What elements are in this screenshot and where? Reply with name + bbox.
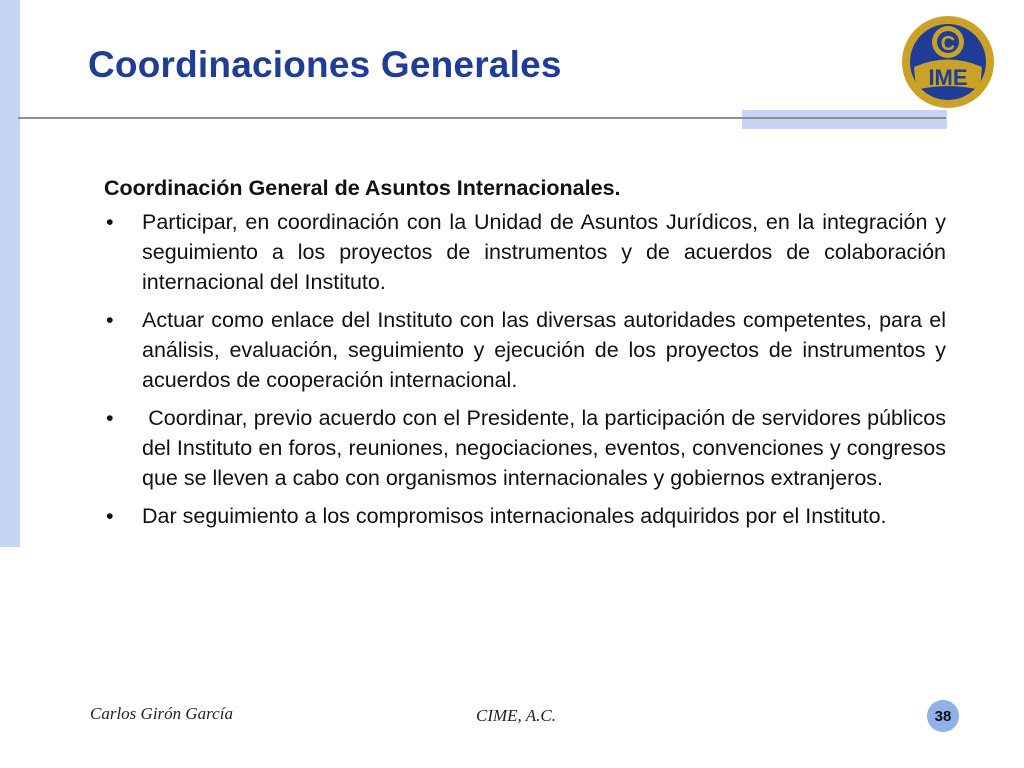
svg-text:C: C (940, 33, 956, 55)
title-rule-accent (742, 110, 947, 129)
page-number-badge (927, 700, 959, 732)
footer-author: Carlos Girón García (90, 704, 233, 723)
bullet-list (104, 207, 952, 531)
slide-body (104, 173, 952, 539)
bullet-text: Actuar como enlace del Instituto con las diversas autoridades competentes, para el análisis, evaluación, seguimiento y ejecución de los proyectos de instrumentos y acuerdos de cooperación internacional. (142, 308, 946, 392)
bullet-marker: • (106, 504, 114, 528)
bullet-item (104, 403, 952, 493)
bullet-marker: • (106, 308, 114, 332)
bullet-marker: • (106, 406, 114, 430)
slide-title: Coordinaciones Generales (88, 44, 562, 85)
bullet-text: Coordinar, previo acuerdo con el Presidente, la participación de servidores públicos del Instituto en foros, reuniones, negociaciones, eventos, convenciones y congresos que se lleven a cabo con organismos internacionales y gobiernos extranjeros. (142, 406, 952, 490)
page-number: 38 (934, 707, 952, 725)
section-heading: Coordinación General de Asuntos Internacionales. (104, 176, 621, 200)
bullet-marker: • (106, 210, 114, 234)
bullet-item (104, 305, 946, 395)
bullet-text: Dar seguimiento a los compromisos internacionales adquiridos por el Instituto. (142, 504, 887, 528)
bullet-item (104, 501, 946, 531)
svg-text:IME: IME (928, 65, 968, 90)
left-accent-bar (0, 0, 20, 547)
cime-logo (894, 12, 1002, 112)
title-divider (18, 117, 946, 119)
bullet-item (104, 207, 946, 297)
bullet-text: Participar, en coordinación con la Unidad de Asuntos Jurídicos, en la integración y seguimiento a los proyectos de instrumentos y de acuerdos de colaboración internacional del Instituto. (142, 210, 946, 294)
footer-organization: CIME, A.C. (476, 706, 556, 725)
